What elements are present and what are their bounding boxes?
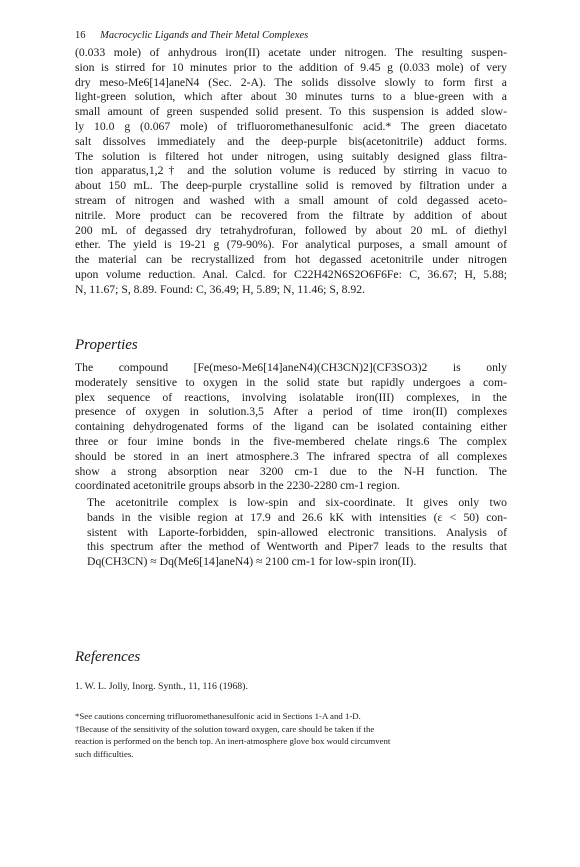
text-line: plex sequence of reactions, involving isolatable iron(III) complexes, in the	[75, 390, 507, 404]
text-line: dry meso-Me6[14]aneN4 (Sec. 2-A). The solids dissolve slowly to form first a	[75, 75, 507, 89]
text-line: presence of oxygen in solution.3,5 After a period of time iron(II) complexes	[75, 405, 507, 419]
text-line: (0.033 mole) of anhydrous iron(II) acetate under nitrogen. The resulting suspen-	[75, 46, 507, 59]
text-line: The solution is filtered hot under nitrogen, using suitably designed glass filtra-	[75, 149, 507, 163]
text-line: The compound [Fe(meso-Me6[14]aneN4)(CH3CN)2](CF3SO3)2 is only	[75, 361, 507, 374]
section-heading-properties: Properties	[75, 337, 138, 353]
properties-paragraph-1	[75, 361, 507, 494]
reference-list	[75, 681, 507, 692]
text-line: light-green solution, which after about 30 minutes turns to a blue-green with a	[75, 90, 507, 104]
procedure-paragraph	[75, 46, 507, 298]
text-line: ly 10.0 g (0.067 mole) of trifluoromethanesulfonic acid.* The green diacetato	[75, 119, 507, 133]
text-line: coordinated acetonitrile groups absorb in the 2230-2280 cm-1 region.	[75, 479, 400, 493]
text-line: small amount of green suspended solid present. To this suspension is added slow-	[75, 105, 507, 119]
reference-item: 1. W. L. Jolly, Inorg. Synth., 11, 116 (1968).	[75, 681, 248, 692]
text-line: salt dissolves immediately and the deep-purple bis(acetonitrile) adduct forms.	[75, 134, 507, 148]
text-line: should be stored in an inert atmosphere.3 The infrared spectra of all complexes	[75, 449, 507, 463]
text-line: The acetonitrile complex is low-spin and six-coordinate. It gives only two	[87, 496, 507, 509]
text-line: show a strong absorption near 3200 cm-1 due to the N-H function. The	[75, 464, 507, 478]
text-line: bands in the visible region at 17.9 and 26.6 kK with intensities (ε < 50) con-	[87, 510, 507, 524]
running-head	[75, 30, 515, 41]
text-line: N, 11.67; S, 8.89. Found: C, 36.49; H, 5.89; N, 11.46; S, 8.92.	[75, 282, 366, 296]
text-line: tion apparatus,1,2† and the solution volume is reduced by stirring in vacuo to	[75, 164, 507, 178]
text-line: the material can be recrystallized from hot degassed acetonitrile under nitrogen	[75, 253, 507, 267]
footnotes	[75, 710, 507, 760]
footnote-line: *See cautions concerning trifluoromethanesulfonic acid in Sections 1-A and 1-D.	[75, 711, 361, 721]
text-line: containing dehydrogenated forms of the ligand can be isolated containing either	[75, 420, 507, 434]
text-line: three or four imine bonds in the five-membered chelate rings.6 The complex	[75, 434, 507, 448]
footnote-line: such difficulties.	[75, 748, 134, 759]
text-line: sion is stirred for 10 minutes prior to the addition of 9.45 g (0.033 mole) of very	[75, 60, 507, 74]
text-line: ether. The yield is 19-21 g (79-90%). For analytical purposes, a small amount of	[75, 238, 507, 252]
text-line: moderately sensitive to oxygen in the solid state but rapidly undergoes a com-	[75, 375, 507, 389]
section-heading-references: References	[75, 649, 141, 665]
text-line: Dq(CH3CN) ≈ Dq(Me6[14]aneN4) ≈ 2100 cm-1 for low-spin iron(II).	[87, 555, 417, 569]
footnote-line: reaction is performed on the bench top. An inert-atmosphere glove box would circumvent	[75, 736, 391, 747]
text-line: nitrile. More product can be recovered from the filtrate by addition of about	[75, 208, 507, 222]
footnote-line: †Because of the sensitivity of the solution toward oxygen, care should be taken if the	[75, 723, 375, 734]
text-line: about 150 mL. The deep-purple crystalline solid is removed by filtration under a	[75, 179, 507, 193]
book-title: Macrocyclic Ligands and Their Metal Complexes	[100, 30, 309, 41]
page-number: 16	[75, 30, 86, 41]
text-line: 200 mL of degassed dry tetrahydrofuran, followed by about 20 mL of diethyl	[75, 223, 507, 237]
text-line: stream of nitrogen and washed with a small amount of cold degassed aceto-	[75, 193, 507, 207]
text-line: upon volume reduction. Anal. Calcd. for C22H42N6S2O6F6Fe: C, 36.67; H, 5.88;	[75, 267, 507, 281]
text-line: this spectrum after the method of Wentworth and Piper7 leads to the results that	[87, 540, 507, 554]
properties-paragraph-2	[75, 496, 507, 570]
text-line: sistent with Laporte-forbidden, spin-allowed electronic transitions. Analysis of	[87, 525, 507, 539]
